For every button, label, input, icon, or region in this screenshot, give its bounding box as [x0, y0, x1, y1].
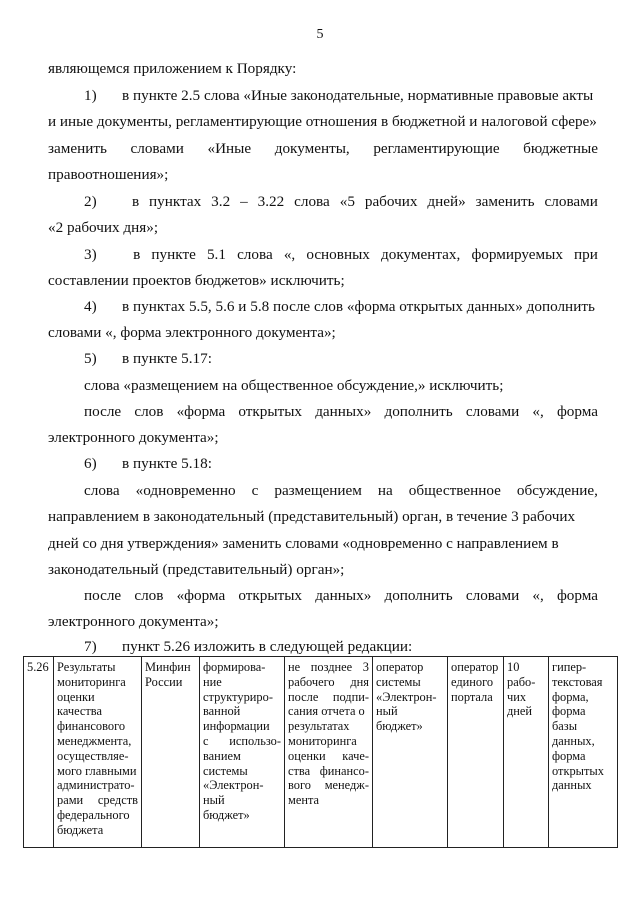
cell-line: структуриро- [203, 689, 273, 704]
line-word: основных [306, 246, 370, 263]
line-word: документах, [381, 246, 461, 263]
line-word: «форма [176, 403, 226, 420]
cell-line: ванием [203, 748, 241, 763]
line-word: после [84, 587, 122, 604]
cell-line: результатах [288, 719, 350, 734]
table-row [24, 657, 618, 848]
list-number: 3) [84, 246, 97, 263]
line-word: документы, [274, 140, 350, 157]
cell-line: администрато- [57, 778, 135, 793]
line-word: форма [556, 403, 598, 420]
text-line [48, 272, 598, 290]
line-word: 5.1 [206, 246, 226, 263]
list-number: 4) [84, 298, 97, 315]
line-word: «5 [339, 193, 355, 210]
cell-line: базы [552, 719, 578, 734]
text-line [84, 298, 598, 316]
cell-word: средств [97, 793, 138, 808]
line-word: рабочих [364, 193, 418, 210]
line-word: дополнить [384, 587, 453, 604]
line-word: слов [134, 587, 164, 604]
cell-line: ный [376, 704, 398, 719]
line-text: дней со дня утверждения» заменить словами «одновременно с направлением в [48, 535, 559, 552]
cell-word: с [203, 733, 209, 748]
line-word: «, [283, 246, 296, 263]
cell-word: 3 [362, 660, 369, 674]
table-cell [54, 657, 142, 848]
line-word: словами [465, 403, 520, 420]
text-line [84, 403, 598, 421]
table-cell [373, 657, 448, 848]
line-word: словами [130, 140, 184, 157]
text-line [84, 638, 598, 656]
line-text: законодательный (представительный) орган»; [48, 561, 345, 578]
text-line [48, 324, 598, 342]
table-cell [142, 657, 200, 848]
text-line [48, 613, 598, 631]
line-text: составлении проектов бюджетов» исключить; [48, 272, 345, 289]
cell-line: Минфин [145, 660, 191, 674]
cell-line: форма, [552, 689, 589, 704]
cell-line: «Электрон- [203, 778, 264, 793]
cell-word: после [288, 689, 319, 704]
cell-line: оператор [376, 660, 424, 674]
list-number: 7) [84, 638, 97, 655]
line-word: слова [237, 246, 273, 263]
cell-word: финансо- [319, 763, 369, 778]
text-line [84, 87, 598, 105]
cell-line: системы [376, 674, 421, 689]
cell-line: финансового [57, 719, 126, 734]
line-word: при [574, 246, 598, 263]
cell-word: ства [288, 763, 311, 778]
cell-line [288, 690, 369, 705]
cell-word: дня [350, 674, 369, 689]
line-word: «одновременно [135, 482, 236, 499]
cell-line: открытых [552, 763, 604, 778]
cell-line: текстовая [552, 674, 603, 689]
line-text: являющемся приложением к Порядку: [48, 60, 297, 77]
text-line [48, 60, 598, 78]
text-line [48, 219, 598, 237]
line-word: слова [294, 193, 330, 210]
cell-word: менедж- [324, 778, 369, 793]
line-word: в [131, 193, 140, 210]
line-word: «, [532, 587, 544, 604]
cell-line: системы [203, 763, 248, 778]
table-cell [448, 657, 504, 848]
cell-line: федерального [57, 807, 130, 822]
line-text: правоотношения»; [48, 166, 169, 183]
cell-line: 5.26 [27, 660, 49, 674]
line-word: – [240, 193, 248, 210]
line-word: слов [134, 403, 164, 420]
line-word: обсуждение, [516, 482, 598, 499]
text-line [84, 377, 598, 395]
text-line [48, 508, 598, 526]
cell-line: данных [552, 778, 592, 793]
list-number: 1) [84, 87, 97, 104]
line-word: в [133, 246, 141, 263]
cell-line: портала [451, 689, 493, 704]
text-line [48, 535, 598, 553]
line-word: дополнить [384, 403, 453, 420]
cell-word: подпи- [332, 689, 369, 704]
cell-line [288, 675, 369, 690]
cell-line: оценки [57, 689, 95, 704]
text-line [48, 140, 598, 158]
text-line [48, 113, 598, 131]
line-word: пункте [151, 246, 196, 263]
line-word: пунктах [149, 193, 202, 210]
line-word: словами [465, 587, 520, 604]
line-word: данных» [315, 403, 372, 420]
line-word: «, [532, 403, 544, 420]
cell-word: вого [288, 778, 311, 793]
cell-line [288, 764, 369, 779]
line-text: в пунктах 5.5, 5.6 и 5.8 после слов «форма открытых данных» дополнить [122, 298, 595, 315]
line-word: «Иные [207, 140, 252, 157]
cell-line: 10 [507, 660, 520, 674]
text-line [84, 482, 598, 500]
line-text: словами «, форма электронного документа»; [48, 324, 336, 341]
cell-line: ние [203, 674, 222, 689]
list-number: 2) [84, 193, 97, 210]
cell-line: мого главными [57, 763, 137, 778]
cell-line: бюджета [57, 822, 104, 837]
line-word: с [251, 482, 259, 499]
cell-line: ванной [203, 704, 241, 719]
text-line [84, 246, 598, 264]
cell-word: оценки [288, 748, 326, 763]
line-word: формируемых [471, 246, 563, 263]
line-word: слова [84, 482, 120, 499]
cell-word: не [288, 660, 301, 674]
line-word: бюджетные [523, 140, 598, 157]
text-line [84, 193, 598, 211]
line-word: форма [556, 587, 598, 604]
text-line [84, 455, 598, 473]
list-number: 5) [84, 350, 97, 367]
text-line [84, 350, 598, 368]
line-word: 3.22 [257, 193, 285, 210]
cell-line [288, 749, 369, 764]
cell-line: рабо- [507, 674, 536, 689]
cell-line: ный [203, 793, 225, 808]
table-cell [285, 657, 373, 848]
table-cell [200, 657, 285, 848]
cell-line [288, 660, 369, 675]
cell-line: менеджмента, [57, 733, 132, 748]
line-word: размещением [274, 482, 362, 499]
line-word: на [377, 482, 393, 499]
cell-line: осуществляе- [57, 748, 129, 763]
text-line [48, 561, 598, 579]
line-word: открытых [238, 403, 303, 420]
cell-line: чих [507, 689, 527, 704]
cell-line: бюджет» [203, 807, 250, 822]
cell-line: единого [451, 674, 494, 689]
cell-line: формирова- [203, 660, 266, 674]
cell-word: рами [57, 793, 84, 808]
cell-line: гипер- [552, 660, 587, 674]
line-text: «2 рабочих дня»; [48, 219, 159, 236]
cell-line: дней [507, 704, 533, 719]
cell-line: мониторинга [57, 674, 126, 689]
line-text: и иные документы, регламентирующие отношения в бюджетной и налоговой сфере» [48, 113, 597, 130]
cell-word: рабочего [288, 674, 335, 689]
table-cell [24, 657, 54, 848]
line-word: заменить [475, 193, 535, 210]
cell-word: позднее [310, 660, 353, 674]
list-number: 6) [84, 455, 97, 472]
line-word: общественное [408, 482, 501, 499]
line-text: электронного документа»; [48, 429, 219, 446]
cell-word: использо- [229, 733, 281, 748]
line-word: «форма [176, 587, 226, 604]
cell-line: качества [57, 704, 102, 719]
cell-line: Результаты [57, 660, 116, 674]
line-word: открытых [238, 587, 303, 604]
line-word: регламентирующие [373, 140, 500, 157]
line-word: 3.2 [211, 193, 231, 210]
cell-line: форма [552, 704, 586, 719]
text-line [48, 429, 598, 447]
regulation-table [23, 656, 618, 848]
cell-line [288, 778, 369, 793]
line-text: в пункте 5.17: [122, 350, 212, 367]
cell-line: информации [203, 719, 270, 734]
cell-line: «Электрон- [376, 689, 437, 704]
text-line [84, 587, 598, 605]
line-word: дней» [427, 193, 466, 210]
cell-line: оператор [451, 660, 499, 674]
line-text: в пункте 5.18: [122, 455, 212, 472]
line-word: данных» [315, 587, 372, 604]
cell-word: каче- [342, 748, 369, 763]
cell-line: данных, [552, 733, 595, 748]
line-text: в пункте 2.5 слова «Иные законодательные, нормативные правовые акты [122, 87, 594, 104]
line-text: слова «размещением на общественное обсуждение,» исключить; [84, 377, 504, 394]
table-cell [549, 657, 618, 848]
line-text: пункт 5.26 изложить в следующей редакции: [122, 638, 413, 655]
cell-line [203, 734, 281, 749]
line-word: после [84, 403, 122, 420]
cell-line: России [145, 674, 183, 689]
table-cell [504, 657, 549, 848]
line-text: направлением в законодательный (представительный) орган, в течение 3 рабочих [48, 508, 576, 525]
cell-line: форма [552, 748, 586, 763]
line-word: словами [544, 193, 598, 210]
cell-line: сания отчета о [288, 704, 365, 719]
page-number: 5 [316, 27, 324, 42]
cell-line: бюджет» [376, 719, 423, 734]
line-word: заменить [48, 140, 107, 157]
cell-line: мента [288, 793, 320, 808]
cell-line: мониторинга [288, 733, 357, 748]
text-line [48, 166, 598, 184]
cell-line [57, 793, 138, 808]
line-text: электронного документа»; [48, 613, 219, 630]
